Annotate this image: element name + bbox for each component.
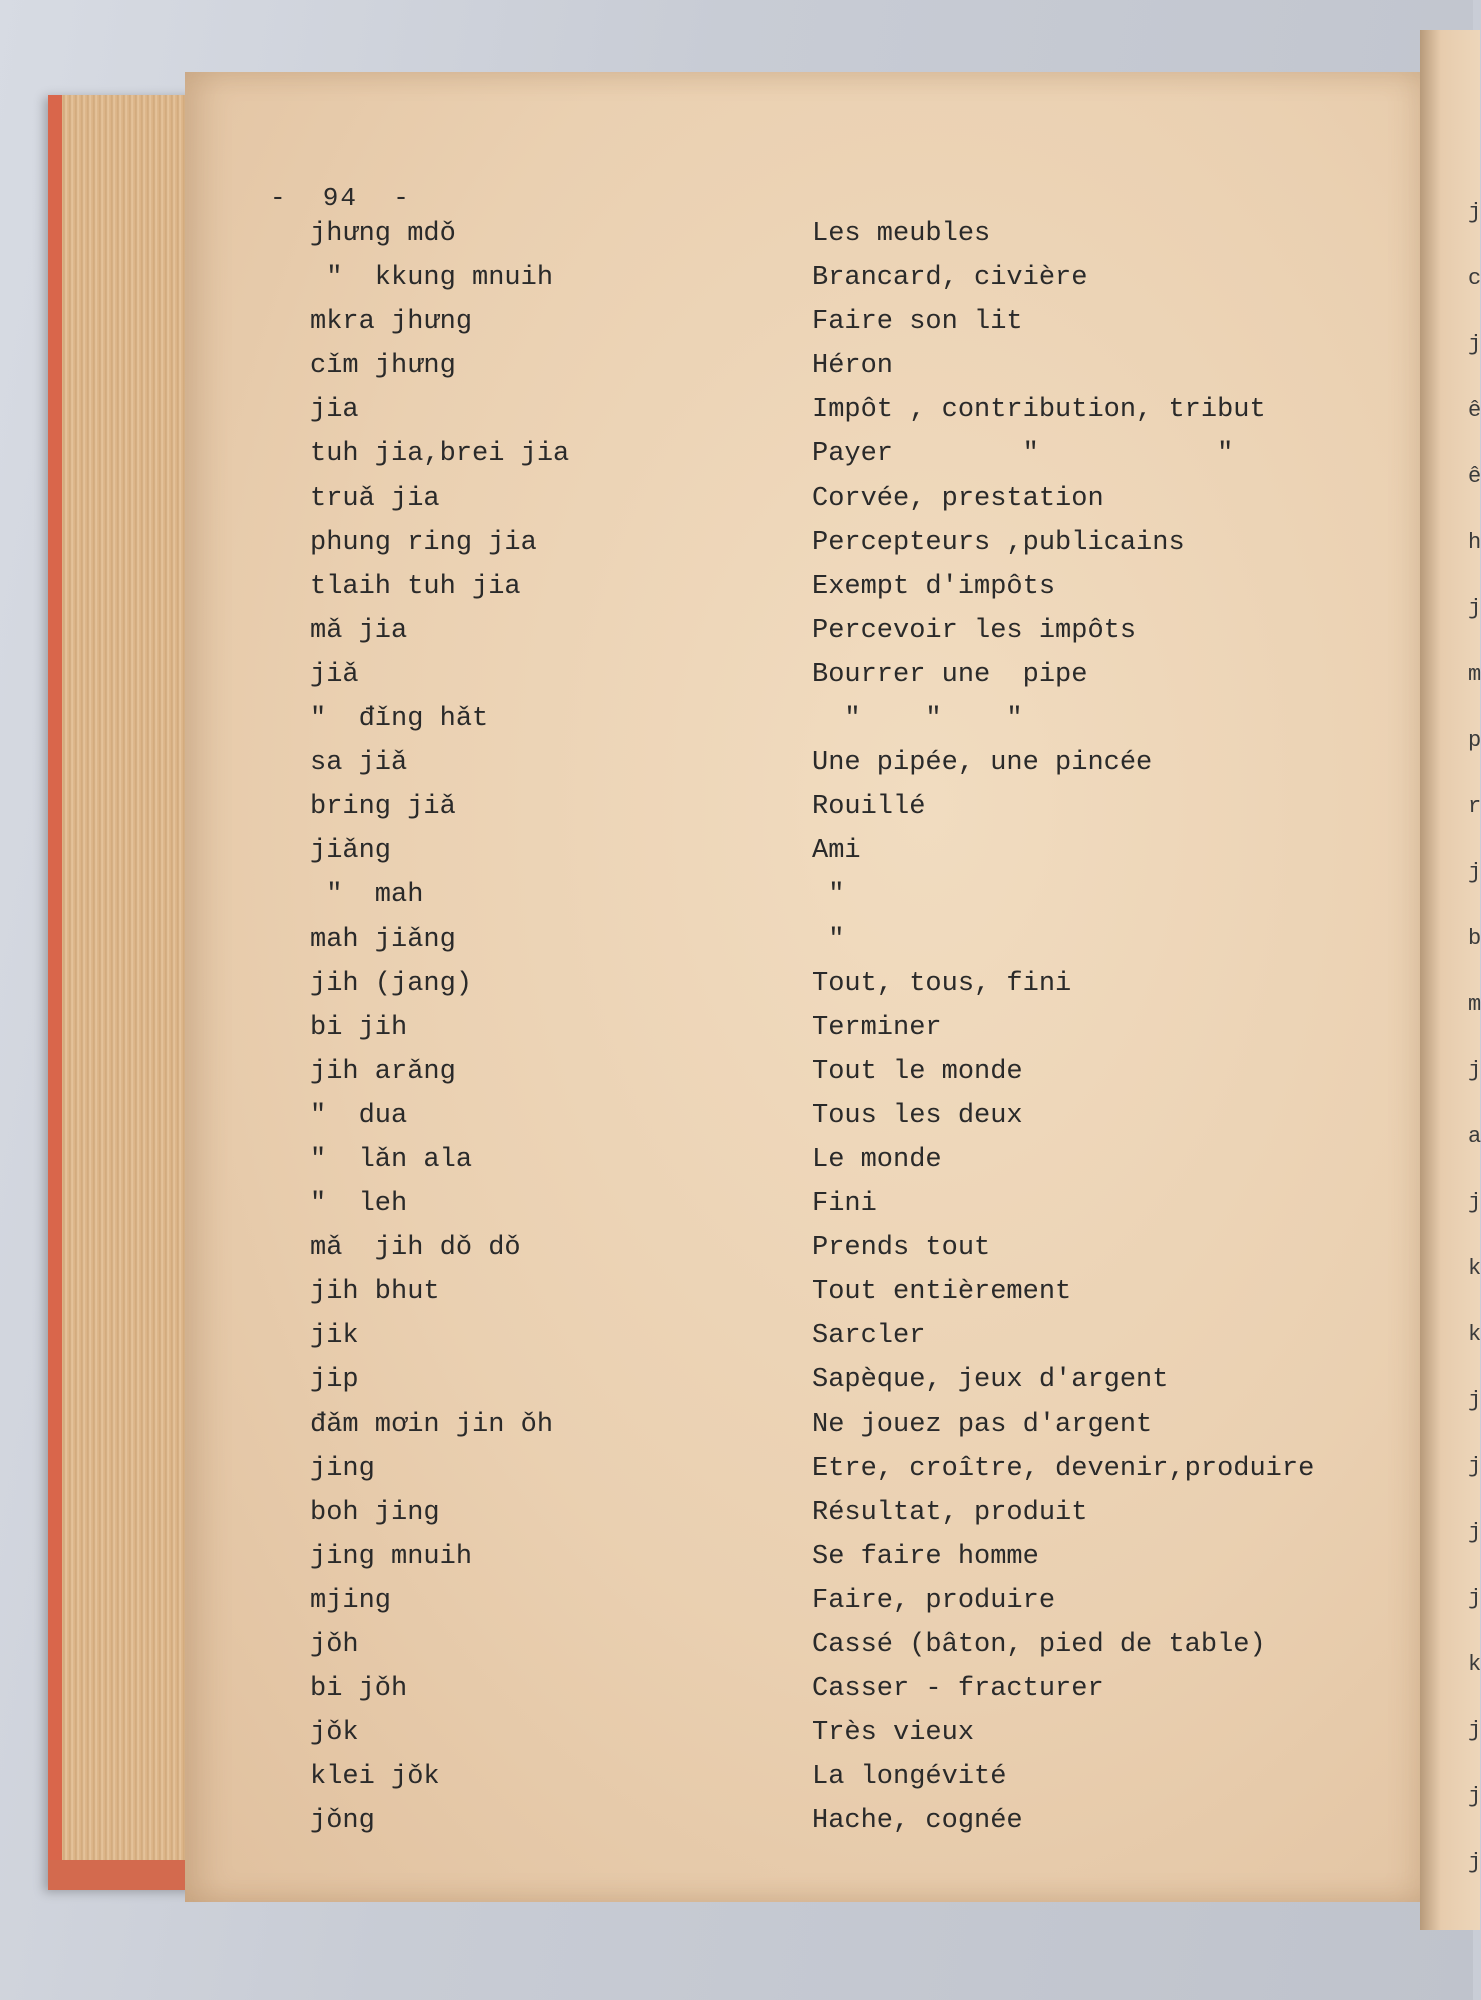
entry-translation: Hache, cognée xyxy=(812,1806,1023,1837)
entry-term: jik xyxy=(310,1321,359,1352)
facing-page-letter: ê xyxy=(1468,398,1481,423)
entry-term: boh jing xyxy=(310,1497,440,1528)
facing-page-letter: k xyxy=(1468,1652,1481,1677)
entry-translation: Percepteurs ,publicains xyxy=(812,527,1185,558)
facing-page-letter: j xyxy=(1468,200,1481,225)
entry-translation: Cassé (bâton, pied de table) xyxy=(812,1630,1266,1660)
entry-translation: " xyxy=(812,880,845,911)
entry-term: jih bhut xyxy=(310,1277,440,1308)
entry-term: jhưng mdǒ xyxy=(310,219,456,249)
entry-term: " mah xyxy=(310,880,424,911)
entry-term: " leh xyxy=(310,1189,408,1220)
entry-translation: Ne jouez pas d'argent xyxy=(812,1409,1153,1440)
entry-translation: Tout, tous, fini xyxy=(812,968,1072,999)
facing-page-letter: j xyxy=(1468,332,1481,357)
entry-term: jǒk xyxy=(310,1718,359,1749)
entry-term: jia xyxy=(310,395,359,426)
entry-term: jing xyxy=(310,1453,375,1484)
entry-term: jǒh xyxy=(310,1630,359,1660)
entry-translation: Tout entièrement xyxy=(812,1277,1072,1308)
entry-term: jiǎng xyxy=(310,836,392,867)
facing-page-letter: j xyxy=(1468,1718,1481,1743)
entry-translation: Corvée, prestation xyxy=(812,483,1104,514)
facing-page-letter: j xyxy=(1468,596,1481,621)
facing-page-letter: k xyxy=(1468,1256,1481,1281)
facing-page-letter: p xyxy=(1468,728,1481,753)
entry-translation: Exempt d'impôts xyxy=(812,571,1056,602)
facing-page-letter: j xyxy=(1468,1850,1481,1875)
entry-term: klei jǒk xyxy=(310,1762,440,1793)
entry-translation: Ami xyxy=(812,836,861,867)
entry-term: cǐm jhưng xyxy=(310,351,456,382)
facing-page-letter: j xyxy=(1468,1520,1481,1545)
book-cover-edge xyxy=(48,1860,203,1890)
entry-translation: Casser - fracturer xyxy=(812,1674,1104,1705)
entry-translation: Payer " " xyxy=(812,439,1234,470)
entry-translation: Bourrer une pipe xyxy=(812,659,1088,690)
entry-term: truǎ jia xyxy=(310,483,440,514)
entry-term: đǎm mơin jin ǒh xyxy=(310,1409,554,1440)
entry-term: phung ring jia xyxy=(310,527,537,558)
facing-page-edge xyxy=(1420,30,1480,1930)
page-header: - 94 - xyxy=(270,183,411,213)
entry-translation: Sarcler xyxy=(812,1321,926,1352)
entry-term: jih arǎng xyxy=(310,1056,456,1087)
entry-term: " đǐng hǎt xyxy=(310,704,489,735)
term-column xyxy=(310,212,780,1843)
entry-translation: " xyxy=(812,924,845,955)
entry-translation: Faire, produire xyxy=(812,1585,1056,1616)
entry-translation: Fini xyxy=(812,1189,877,1220)
entry-term: " kkung mnuih xyxy=(310,263,554,294)
entry-term: jǒng xyxy=(310,1806,375,1837)
entry-term: " dua xyxy=(310,1100,408,1131)
book-page-edges xyxy=(48,95,207,1890)
facing-page-letter: c xyxy=(1468,266,1481,291)
facing-page-letter: b xyxy=(1468,926,1481,951)
entry-translation: La longévité xyxy=(812,1762,1007,1793)
entry-translation: Se faire homme xyxy=(812,1541,1039,1572)
entry-translation: Héron xyxy=(812,351,894,382)
facing-page-letter: k xyxy=(1468,1322,1481,1347)
facing-page-letter: j xyxy=(1468,1454,1481,1479)
entry-term: jih (jang) xyxy=(310,968,473,999)
entry-translation: Rouillé xyxy=(812,792,926,823)
facing-page-letter: j xyxy=(1468,860,1481,885)
entry-term: sa jiǎ xyxy=(310,748,408,779)
entry-term: mjing xyxy=(310,1585,392,1616)
entry-translation: Tous les deux xyxy=(812,1100,1023,1131)
facing-page-letter: r xyxy=(1468,794,1481,819)
entry-term: bi jǒh xyxy=(310,1674,408,1705)
entry-term: tuh jia,brei jia xyxy=(310,439,570,470)
entry-translation: Sapèque, jeux d'argent xyxy=(812,1365,1169,1396)
facing-page-letter: m xyxy=(1468,992,1481,1017)
facing-page-letter: ê xyxy=(1468,464,1481,489)
facing-page-letter: j xyxy=(1468,1190,1481,1215)
entry-term: mǎ jih dǒ dǒ xyxy=(310,1233,521,1264)
entry-translation: Une pipée, une pincée xyxy=(812,748,1153,779)
entry-translation: " " " xyxy=(812,704,1023,735)
entry-term: mah jiǎng xyxy=(310,924,456,955)
entry-term: bi jih xyxy=(310,1012,408,1043)
entry-term: mǎ jia xyxy=(310,615,408,646)
translation-column xyxy=(812,212,1372,1843)
facing-page-letter: h xyxy=(1468,530,1481,555)
entry-translation: Terminer xyxy=(812,1012,942,1043)
entry-term: bring jiǎ xyxy=(310,792,456,823)
entry-translation: Faire son lit xyxy=(812,307,1023,338)
facing-page-letter: j xyxy=(1468,1586,1481,1611)
entry-translation: Le monde xyxy=(812,1144,942,1175)
entry-translation: Prends tout xyxy=(812,1233,991,1264)
entry-term: jiǎ xyxy=(310,659,359,690)
entry-term: mkra jhưng xyxy=(310,307,473,338)
entry-translation: Les meubles xyxy=(812,219,991,249)
facing-page-letter: m xyxy=(1468,662,1481,687)
facing-page-letter: j xyxy=(1468,1784,1481,1809)
entry-term: jip xyxy=(310,1365,359,1396)
entry-translation: Résultat, produit xyxy=(812,1497,1088,1528)
entry-translation: Brancard, civière xyxy=(812,263,1088,294)
entry-translation: Impôt , contribution, tribut xyxy=(812,395,1266,426)
facing-page-letter: j xyxy=(1468,1388,1481,1413)
entry-translation: Etre, croître, devenir,produire xyxy=(812,1453,1315,1484)
facing-page-letter: j xyxy=(1468,1058,1481,1083)
entry-translation: Très vieux xyxy=(812,1718,975,1749)
entry-translation: Percevoir les impôts xyxy=(812,615,1137,646)
entry-term: jing mnuih xyxy=(310,1541,473,1572)
facing-page-letter: a xyxy=(1468,1124,1481,1149)
entry-translation: Tout le monde xyxy=(812,1056,1023,1087)
entry-term: " lǎn ala xyxy=(310,1144,473,1175)
entry-term: tlaih tuh jia xyxy=(310,571,521,602)
